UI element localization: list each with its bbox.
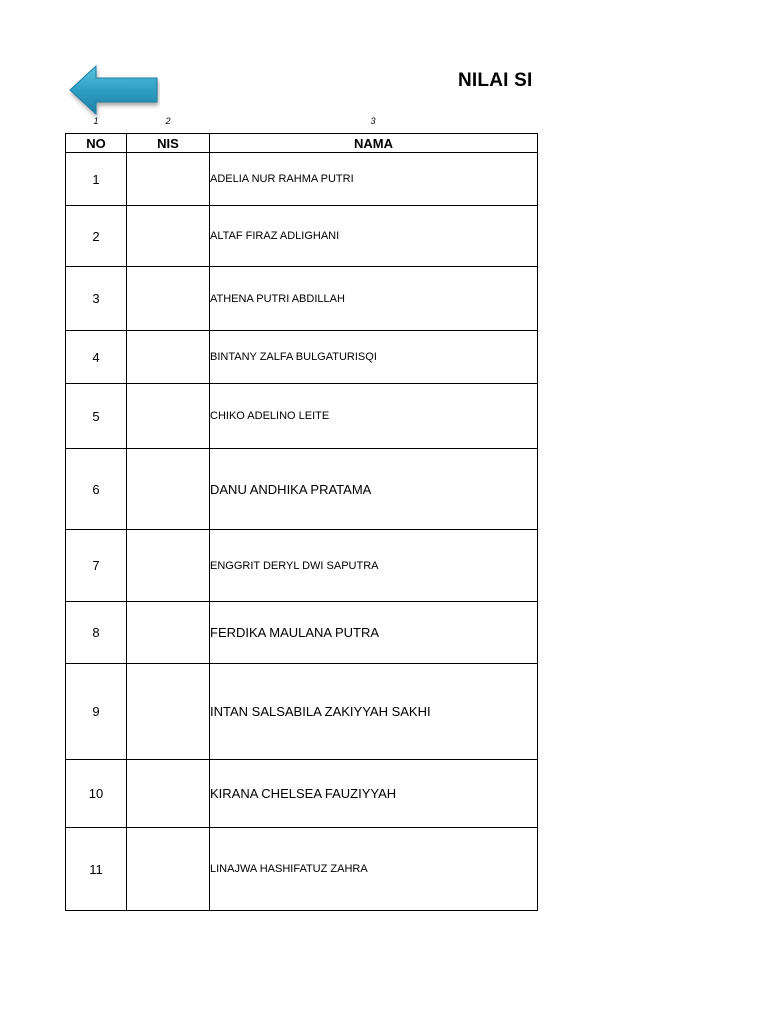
table-row (66, 760, 538, 828)
row-no[interactable]: 7 (66, 530, 127, 602)
row-nama[interactable]: KIRANA CHELSEA FAUZIYYAH (210, 760, 538, 828)
table-row (66, 602, 538, 664)
left-arrow-icon (68, 64, 160, 118)
row-nama[interactable]: INTAN SALSABILA ZAKIYYAH SAKHI (210, 664, 538, 760)
row-nis[interactable] (127, 530, 210, 602)
column-number-1: 1 (93, 116, 99, 126)
table-row (66, 331, 538, 384)
row-nama[interactable]: FERDIKA MAULANA PUTRA (210, 602, 538, 664)
table-row (66, 828, 538, 911)
row-no[interactable]: 3 (66, 267, 127, 331)
row-nama[interactable]: ATHENA PUTRI ABDILLAH (210, 267, 538, 331)
row-nama[interactable]: LINAJWA HASHIFATUZ ZAHRA (210, 828, 538, 911)
row-no[interactable]: 5 (66, 384, 127, 449)
table-row (66, 206, 538, 267)
row-no[interactable]: 6 (66, 449, 127, 530)
table-row (66, 384, 538, 449)
header-nis: NIS (127, 134, 210, 153)
header-nama: NAMA (210, 134, 538, 153)
row-no[interactable]: 11 (66, 828, 127, 911)
row-nama[interactable]: ADELIA NUR RAHMA PUTRI (210, 153, 538, 206)
row-nama[interactable]: ENGGRIT DERYL DWI SAPUTRA (210, 530, 538, 602)
row-nis[interactable] (127, 449, 210, 530)
row-no[interactable]: 4 (66, 331, 127, 384)
row-nis[interactable] (127, 602, 210, 664)
row-nis[interactable] (127, 206, 210, 267)
row-nis[interactable] (127, 331, 210, 384)
row-nis[interactable] (127, 267, 210, 331)
table-row (66, 267, 538, 331)
row-no[interactable]: 8 (66, 602, 127, 664)
table-row (66, 664, 538, 760)
student-table (65, 133, 538, 911)
back-button[interactable] (68, 64, 160, 118)
row-no[interactable]: 9 (66, 664, 127, 760)
row-no[interactable]: 10 (66, 760, 127, 828)
row-no[interactable]: 2 (66, 206, 127, 267)
row-nama[interactable]: BINTANY ZALFA BULGATURISQI (210, 331, 538, 384)
header-no: NO (66, 134, 127, 153)
column-number-3: 3 (370, 116, 376, 126)
row-nama[interactable]: ALTAF FIRAZ ADLIGHANI (210, 206, 538, 267)
row-nama[interactable]: CHIKO ADELINO LEITE (210, 384, 538, 449)
row-nis[interactable] (127, 664, 210, 760)
row-nis[interactable] (127, 384, 210, 449)
table-header-row (66, 134, 538, 153)
column-number-2: 2 (165, 116, 171, 126)
row-nis[interactable] (127, 760, 210, 828)
table-row (66, 153, 538, 206)
table-row (66, 449, 538, 530)
page-title: NILAI SI (458, 70, 533, 91)
table-row (66, 530, 538, 602)
row-nis[interactable] (127, 153, 210, 206)
row-nama[interactable]: DANU ANDHIKA PRATAMA (210, 449, 538, 530)
row-nis[interactable] (127, 828, 210, 911)
row-no[interactable]: 1 (66, 153, 127, 206)
